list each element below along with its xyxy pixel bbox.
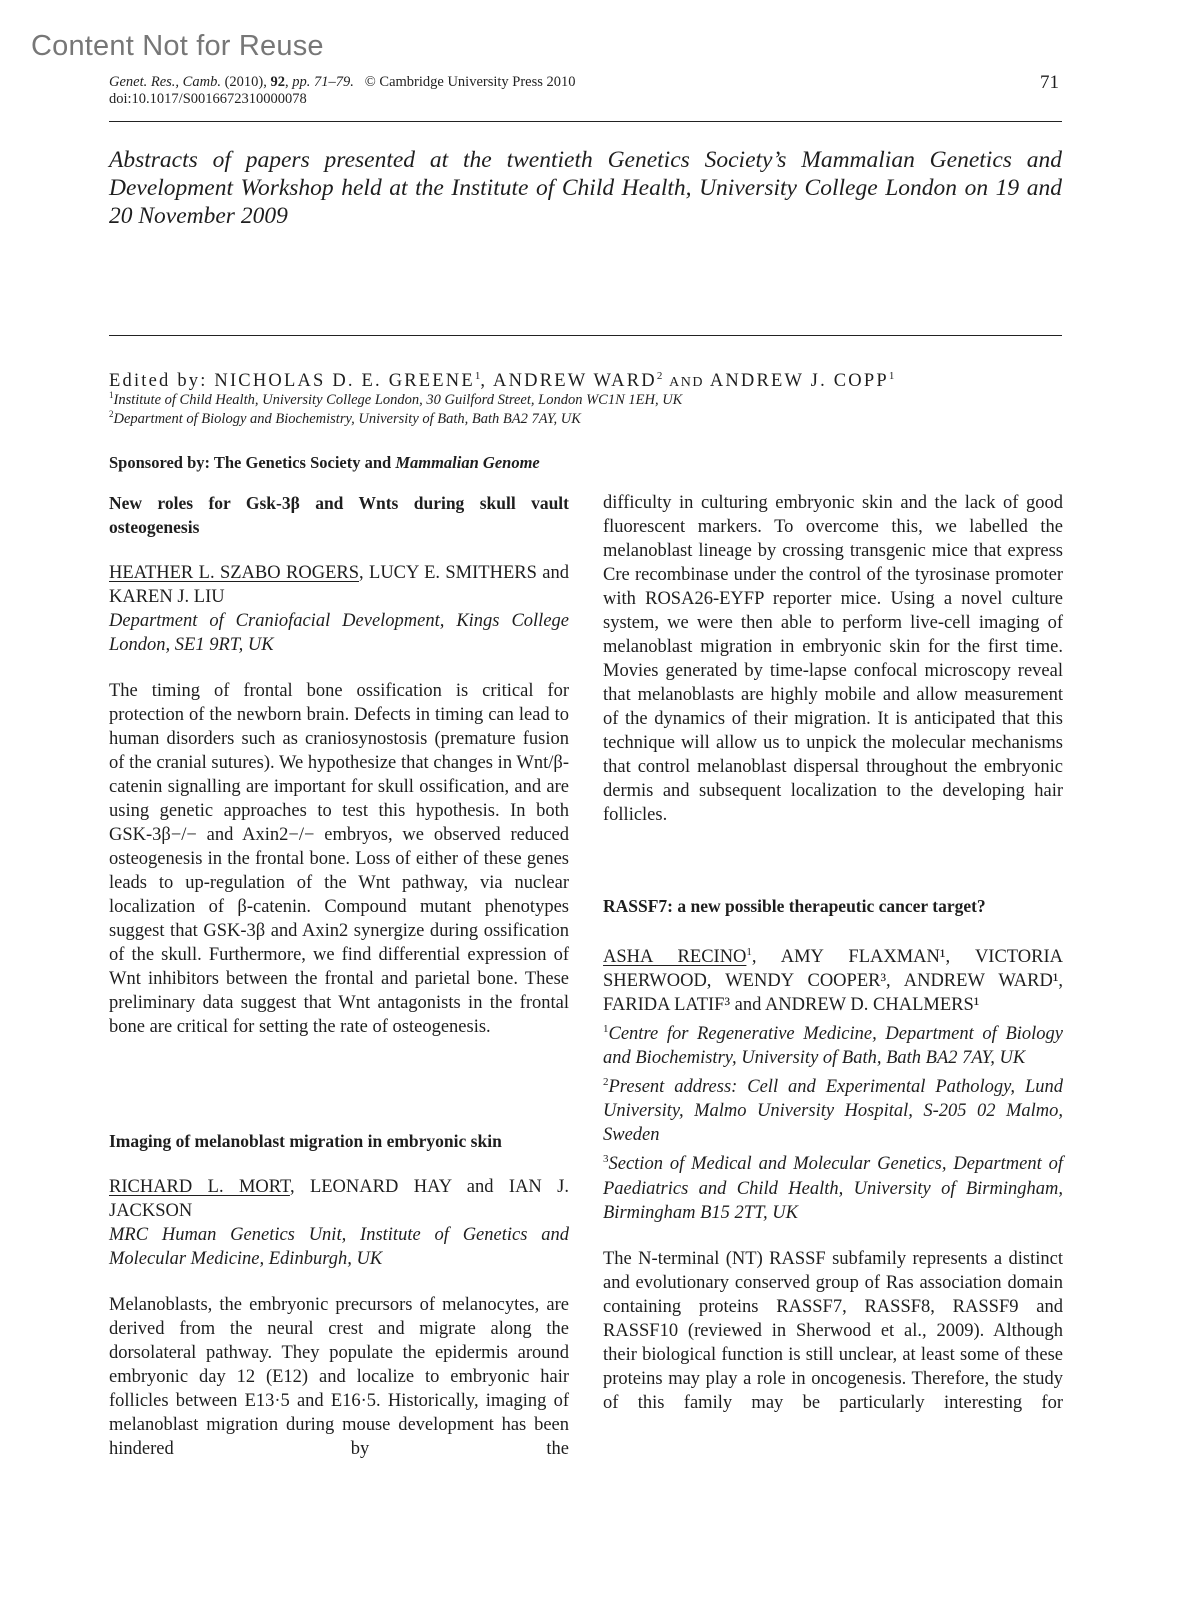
abstract-authors: ASHA RECINO$^1$, AMY FLAXMAN¹, VICTORIA SHERWOOD, WENDY COOPER³, ANDREW WARD¹, FARIDA LATIF³ and ANDREW D. CHALMERS¹ (603, 946, 1063, 1016)
abstract-2-continued (603, 491, 1063, 827)
journal-pages: pp. 71–79. (292, 74, 354, 90)
abstract-title: Imaging of melanoblast migration in embryonic skin (109, 1131, 502, 1151)
copyright: © Cambridge University Press 2010 (364, 74, 576, 90)
abstract-body: The N-terminal (NT) RASSF subfamily represents a distinct and evolutionary conserved group of Ras association domain containing proteins RASSF7, RASSF8, RASSF9 and RASSF10 (reviewed in Sherwood et al., 2009). Although their biological function is still unclear, at least some of these proteins may play a role in oncogenesis. Therefore, the study of this family may be particularly interesting for (603, 1248, 1063, 1413)
sponsored-line: Sponsored by: The Genetics Society and Mammalian Genome (109, 453, 540, 472)
editors-label: Edited by: (109, 371, 208, 392)
editor-name: ANDREW J. COPP (709, 371, 889, 392)
abstract-body: The timing of frontal bone ossification is critical for protection of the newborn brain. Defects in timing can lead to human disorders such as craniosynostosis (premature fusion of the cranial sutures). We hypothesize that changes in Wnt/β-catenin signalling are important for skull ossification, and are using genetic approaches to test this hypothesis. In both GSK-3β−/− and Axin2−/− embryos, we observed reduced osteogenesis in the frontal bone. Loss of either of these genes leads to up-regulation of the Wnt pathway, via nuclear localization of β-catenin. Compound mutant phenotypes suggest that GSK-3β and Axin2 synergize during ossification of the skull. Furthermore, we find differential expression of Wnt inhibitors between the frontal and parietal bone. These preliminary data suggest that Wnt antagonists in the frontal bone are critical for setting the rate of osteogenesis. (109, 681, 569, 1037)
abstract-affiliation: $^2$Present address: Cell and Experimental Pathology, Lund University, Malmo University Hospital, S-205 02 Malmo, Sweden (603, 1076, 1063, 1146)
title-rule (109, 335, 1062, 336)
abstract-1 (109, 491, 569, 1039)
editor-affiliation: $^2$Department of Biology and Biochemistry, University of Bath, Bath BA2 7AY, UK (109, 409, 581, 427)
abstract-title: RASSF7: a new possible therapeutic cancer target? (603, 896, 986, 916)
editor-name: ANDREW WARD (493, 371, 657, 392)
doi: doi:10.1017/S0016672310000078 (109, 91, 307, 107)
abstract-institution: Department of Craniofacial Development, Kings College London, SE1 9RT, UK (109, 611, 569, 655)
abstract-body: difficulty in culturing embryonic skin and the lack of good fluorescent markers. To overcome this, we labelled the melanoblast lineage by crossing transgenic mice that express Cre recombinase under the control of the tyrosinase promoter with ROSA26-EYFP reporter mice. Using a novel culture system, we were then able to perform live-cell imaging of melanoblast migration in embryonic skin for the first time. Movies generated by time-lapse confocal microscopy reveal that melanoblasts are highly mobile and allow measurement of the dynamics of their migration. It is anticipated that this technique will allow us to unpick the molecular mechanisms that control melanoblast dispersal throughout the embryonic dermis and subsequent localization to the developing hair follicles. (603, 493, 1063, 825)
journal-citation: Genet. Res., Camb. (2010), 92, pp. 71–79. © Cambridge University Press 2010 doi:10.1017/S0016672310000078 (109, 74, 576, 107)
journal-volume: 92 (270, 74, 285, 90)
journal-year: (2010), (224, 74, 267, 90)
editor-name: NICHOLAS D. E. GREENE (214, 371, 475, 392)
watermark: Content Not for Reuse (31, 30, 324, 62)
editor-affiliation: $^1$Institute of Child Health, University College London, 30 Guilford Street, London WC1N 1EH, UK (109, 390, 683, 408)
abstract-2 (109, 1129, 569, 1485)
abstract-authors: HEATHER L. SZABO ROGERS, LUCY E. SMITHERS and KAREN J. LIU (109, 563, 569, 607)
journal-abbrev: Genet. Res., Camb. (109, 74, 221, 90)
editors-and: AND (669, 375, 704, 391)
editors-line: Edited by: NICHOLAS D. E. GREENE$^1$, ANDREW WARD$^2$ AND ANDREW J. COPP$^1$ (109, 370, 895, 392)
page-number: 71 (1040, 72, 1059, 93)
abstract-affiliation: $^3$Section of Medical and Molecular Genetics, Department of Paediatrics and Child Health, University of Birmingham, Birmingham B15 2TT, UK (603, 1153, 1063, 1223)
abstract-body: Melanoblasts, the embryonic precursors of melanocytes, are derived from the neural crest and migrate along the dorsolateral pathway. They populate the epidermis around embryonic day 12 (E12) and localize to embryonic hair follicles between E13·5 and E16·5. Historically, imaging of melanoblast migration during mouse development has been hindered by the (109, 1295, 569, 1459)
abstract-3 (603, 894, 1063, 1439)
abstract-title: New roles for Gsk-3β and Wnts during skull vault osteogenesis (109, 493, 569, 537)
abstract-authors: RICHARD L. MORT, LEONARD HAY and IAN J. JACKSON (109, 1177, 569, 1221)
header-rule (109, 121, 1062, 122)
page-title: Abstracts of papers presented at the twentieth Genetics Society’s Mammalian Genetics and Development Workshop held at the Institute of Child Health, University College London on 19 and 20 November 2009 (109, 147, 1062, 229)
abstract-institution: MRC Human Genetics Unit, Institute of Genetics and Molecular Medicine, Edinburgh, UK (109, 1225, 569, 1269)
abstract-affiliation: $^1$Centre for Regenerative Medicine, Department of Biology and Biochemistry, University of Bath, Bath BA2 7AY, UK (603, 1023, 1063, 1069)
